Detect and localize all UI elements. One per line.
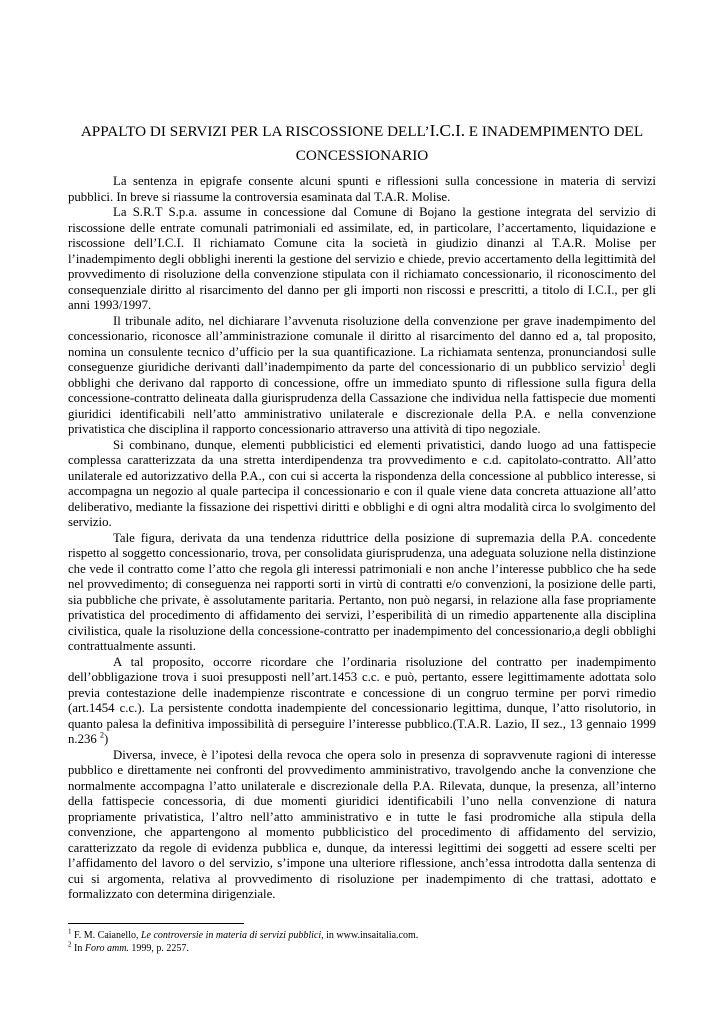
- footnote-2: [68, 940, 656, 956]
- footnote-2-text-a: In: [71, 942, 85, 954]
- footnotes: [68, 927, 656, 955]
- paragraph-1: La sentenza in epigrafe consente alcuni spunti e riflessioni sulla concessione in materia di servizi pubblici. In breve si riassume la controversia esaminata dal T.A.R. Molise.: [68, 174, 656, 204]
- document-body: [68, 174, 656, 903]
- footnote-ref-1[interactable]: 1: [621, 358, 626, 368]
- footnote-2-text-b: 1999, p. 2257.: [128, 942, 189, 954]
- paragraph-2: La S.R.T S.p.a. assume in concessione dal Comune di Bojano la gestione integrata del servizio di riscossione delle entrate comunali patrimoniali ed assimilate, ed, in particolare, l’accertamento, liquidazione e riscossione dell’I.C.I. Il richiamato Comune cita la società in giudizio dinanzi al T.A.R. Molise per l’inadempimento degli obblighi inerenti la gestione del servizio e chiede, previo accertamento della legittimità del provvedimento di risoluzione della convenzione stipulata con il richiamato concessionario, il riconoscimento del consequenziale diritto al risarcimento del danno per gli importi non riscossi e prescritti, a titolo di I.C.I., per gli anni 1993/1997.: [68, 205, 656, 312]
- paragraph-3-text-a: Il tribunale adito, nel dichiarare l’avvenuta risoluzione della convenzione per grave inadempimento del concessionario, riconosce all’amministrazione comunale il diritto al risarcimento del danno ed a, tal proposito, nomina un consulente tecnico d’ufficio per la sua quantificazione. La richiamata sentenza, pronunciandosi sulle conseguenze giuridiche derivanti dall’inadempimento da parte del concessionario di un pubblico servizio: [68, 313, 656, 374]
- paragraph-6-text-b: ): [104, 732, 109, 746]
- title-ici: I.C.I.: [429, 121, 465, 140]
- title-part-1: APPALTO DI SERVIZI PER LA RISCOSSIONE DELL’: [80, 123, 430, 140]
- footnote-1-title: Le controversie in materia di servizi pubblici: [140, 930, 322, 941]
- footnote-1-text-b: , in www.insaitalia.com.: [321, 930, 419, 941]
- paragraph-6-text-a: A tal proposito, occorre ricordare che l’ordinaria risoluzione del contratto per inadempimento dell’obbligazione trova i suoi presupposti nell’art.1453 c.c. e può, pertanto, essere legittimamente adottata solo previa contestazione delle inadempienze riscontrate e concessione di un congruo termine per porvi rimedio (art.1454 c.c.). La persistente condotta inadempiente del concessionario legittima, dunque, l’atto risolutorio, in quanto palesa la definitiva impossibilità di perseguire l’interesse pubblico.(T.A.R. Lazio, II sez., 13 gennaio 1999 n.236: [68, 654, 656, 746]
- footnote-ref-2[interactable]: 2: [100, 730, 104, 740]
- footnote-1: [68, 927, 656, 943]
- paragraph-7: Diversa, invece, è l’ipotesi della revoca che opera solo in presenza di sopravvenute ragioni di interesse pubblico e direttamente nei confronti del provvedimento amministrativo, travolgendo anche la convenzione che normalmente accompagna l’atto unilaterale e discrezionale della P.A. Rilevata, dunque, la presenza, all’interno della fattispecie concessoria, di due momenti giuridici identificabili l’uno nella convenzione di natura propriamente privatistica, l’altro nell’atto amministrativo e in tutte le fasi prodromiche alla stipula della convenzione, che appartengono al momento pubblicistico del procedimento di affidamento del servizio, caratterizzato da regole di evidenza pubblica e, dunque, da interessi legittimi dei soggetti ad essere scelti per l’affidamento del lavoro o del servizio, s’impone una ulteriore riflessione, anch’essa introdotta dalla sentenza di cui si argomenta, relativa al provvedimento di risoluzione per inadempimento di che trattasi, adottato e formalizzato con determina dirigenziale.: [68, 747, 656, 901]
- paragraph-6: [68, 655, 656, 748]
- title-part-2: E INADEMPIMENTO DEL CONCESSIONARIO: [295, 123, 644, 164]
- footnote-2-number: 2: [68, 940, 72, 949]
- footnote-1-text-a: F. M. Caianello,: [71, 930, 141, 941]
- paragraph-5: Tale figura, derivata da una tendenza riduttrice della posizione di supremazia della P.A. concedente rispetto al soggetto concessionario, trova, per consolidata giurisprudenza, una adeguata soluzione nella distinzione che vede il contratto come l’atto che regola gli interessi patrimoniali e non anche l’interesse pubblico che ha sede nel provvedimento; di conseguenza nei rapporti sorti in virtù di contratti e/o convenzioni, la posizione delle parti, sia pubbliche che private, è assolutamente paritaria. Pertanto, non può negarsi, in relazione alla fase propriamente privatistica del procedimento di affidamento dei servizi, l’esperibilità di un rimedio appartenente alla disciplina civilistica, quale la risoluzione della concessione-contratto per inadempimento del concessionario,a degli obblighi contrattualmente assunti.: [68, 530, 656, 653]
- footnote-2-source: Foro amm.: [84, 942, 129, 954]
- footnote-separator: [68, 923, 244, 924]
- paragraph-3: [68, 314, 656, 438]
- footnote-1-number: 1: [68, 927, 72, 936]
- document-title: [68, 119, 656, 168]
- paragraph-3-text-b: degli obblighi che derivano dal rapporto di concessione, offre un immediato spunto di riflessione sulla figura della concessione-contratto delineata dalla giurisprudenza della Cassazione che individua nella fattispecie due momenti giuridici identificabili nell’atto amministrativo unilaterale e discrezionale della P.A. e nella convenzione privatistica che disciplina il rapporto concessionario attraverso una attività di tipo negoziale.: [68, 360, 656, 436]
- paragraph-4: Si combinano, dunque, elementi pubblicistici ed elementi privatistici, dando luogo ad una fattispecie complessa caratterizzata da una stretta interdipendenza tra provvedimento e c.d. capitolato-contratto. All’atto unilaterale ed autorizzativo della P.A., con cui si accerta la rispondenza della concessione al pubblico interesse, si accompagna un negozio al quale partecipa il concessionario e con il quale viene data concreta attuazione all’atto deliberativo, mediante la fissazione dei rispettivi diritti e obblighi e di ogni altra modalità circa lo svolgimento del servizio.: [68, 437, 656, 529]
